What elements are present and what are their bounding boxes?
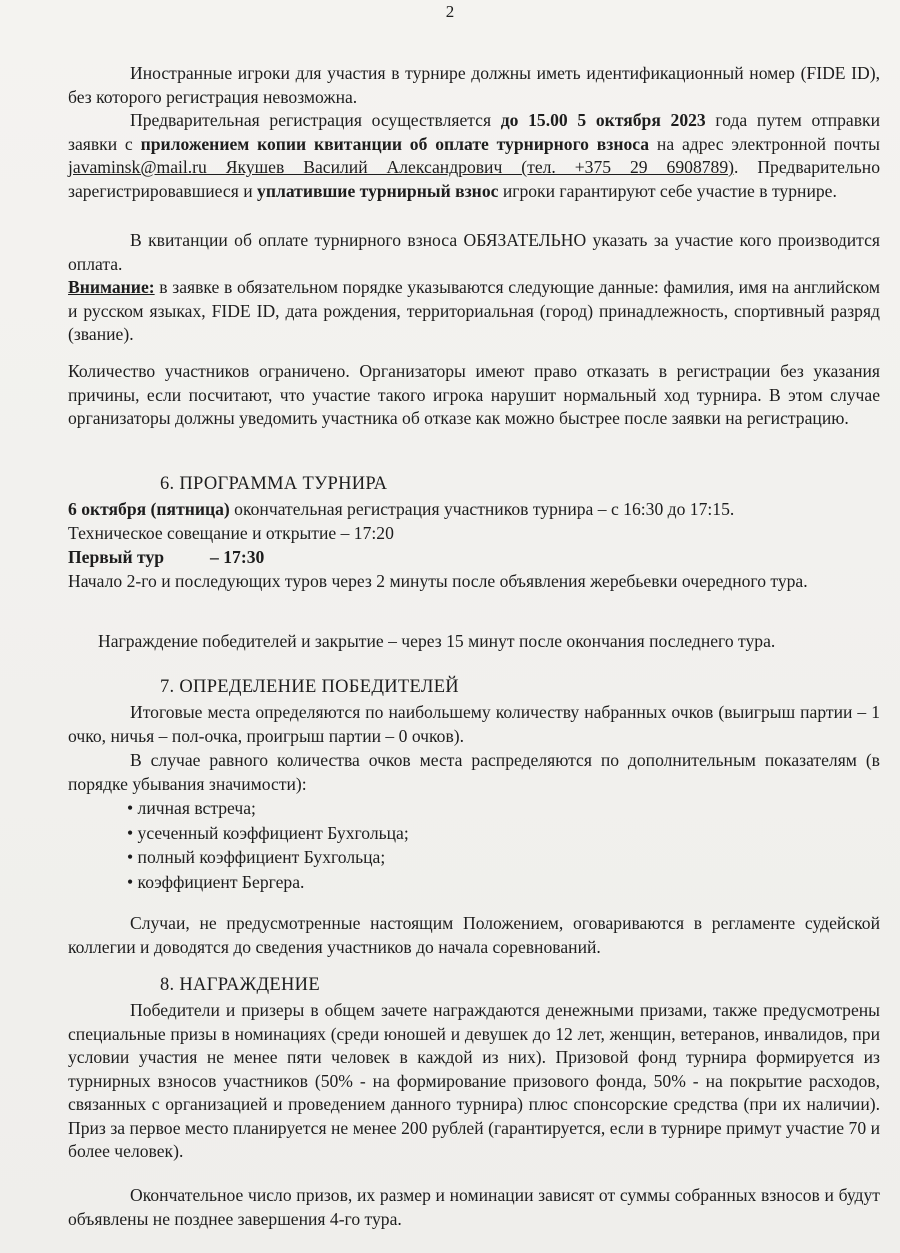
fee-paid-note: уплатившие турнирный взнос — [257, 180, 499, 201]
paragraph-attention: Внимание: в заявке в обязательном порядке указываются следующие данные: фамилия, имя на английском и русском языках, FIDE ID, дата рождения, территориальная (город) принадлежность, спортивный разряд (звание). — [68, 277, 880, 344]
tiebreak-item: • усеченный коэффициент Бухгольца; — [127, 823, 409, 843]
section-7-heading: 7. ОПРЕДЕЛЕНИЕ ПОБЕДИТЕЛЕЙ — [160, 677, 459, 697]
paragraph-receipt: В квитанции об оплате турнирного взноса ОБЯЗАТЕЛЬНО указать за участие кого производится оплата. — [68, 230, 880, 274]
page-number: 2 — [445, 2, 455, 21]
paragraph-prize-count: Окончательное число призов, их размер и номинации зависят от суммы собранных взносов и будут объявлены не позднее завершения 4-го тура. — [68, 1185, 880, 1229]
paragraph-regulations: Случаи, не предусмотренные настоящим Положением, оговариваются в регламенте судейской коллегии и доводятся до сведения участников до начала соревнований. — [68, 913, 880, 957]
tiebreak-item: • полный коэффициент Бухгольца; — [127, 847, 386, 867]
schedule-first-round: Первый тур – 17:30 — [68, 547, 265, 567]
paragraph-fide-id: Иностранные игроки для участия в турнире должны иметь идентификационный номер (FIDE ID), без которого регистрация невозможна. — [68, 63, 880, 107]
schedule-registration: 6 октября (пятница) окончательная регистрация участников турнира – с 16:30 до 17:15. — [68, 499, 735, 519]
schedule-next-rounds: Начало 2-го и последующих туров через 2 минуты после объявления жеребьевки очередного тура. — [68, 571, 808, 591]
paragraph-participants-limit: Количество участников ограничено. Организаторы имеют право отказать в регистрации без указания причины, если посчитают, что участие такого игрока нарушит нормальный ход турнира. В этом случае организаторы должны уведомить участника об отказе как можно быстрее после заявки на регистрацию. — [68, 361, 880, 428]
section-8-heading: 8. НАГРАЖДЕНИЕ — [160, 975, 320, 995]
tiebreak-item: • личная встреча; — [127, 798, 256, 818]
contact-email-link[interactable]: javaminsk@mail.ru Якушев Василий Александрович (тел. +375 29 6908789) — [68, 157, 734, 177]
schedule-opening: Техническое совещание и открытие – 17:20 — [68, 523, 394, 543]
paragraph-prizes: Победители и призеры в общем зачете награждаются денежными призами, также предусмотрены специальные призы в номинациях (среди юношей и девушек до 12 лет, женщин, ветеранов, инвалидов, при условии участия не менее пяти человек в каждой из них). Призовой фонд турнира формируется из турнирных взносов участников (50% - на формирование призового фонда, 50% - на покрытие расходов, связанных с организацией и проведением данного турнира) плюс спонсорские средства (при их наличии). Приз за первое место планируется не менее 200 рублей (гарантируется, если в турнире примут участие 70 и более человек). — [68, 1000, 880, 1161]
tiebreak-item: • коэффициент Бергера. — [127, 872, 305, 892]
section-6-heading: 6. ПРОГРАММА ТУРНИРА — [160, 474, 388, 494]
paragraph-tiebreaks: В случае равного количества очков места распределяются по дополнительным показателям (в порядке убывания значимости): — [68, 750, 880, 794]
paragraph-registration: Предварительная регистрация осуществляется до 15.00 5 октября 2023 года путем отправки заявки с приложением копии квитанции об оплате турнирного взноса на адрес электронной почты javaminsk@mail.ru Якушев Василий Александрович (тел. +375 29 6908789). Предварительно зарегистрировавшиеся и уплатившие турнирный взнос игроки гарантируют себе участие в турнире. — [68, 110, 880, 201]
receipt-requirement: приложением копии квитанции об оплате турнирного взноса — [140, 133, 650, 154]
schedule-closing: Награждение победителей и закрытие – через 15 минут после окончания последнего тура. — [98, 631, 776, 651]
paragraph-final-places: Итоговые места определяются по наибольшему количеству набранных очков (выигрыш партии – 1 очко, ничья – пол-очка, проигрыш партии – 0 очков). — [68, 702, 880, 746]
registration-deadline: до 15.00 5 октября 2023 — [500, 110, 706, 130]
attention-label: Внимание: — [68, 277, 155, 297]
